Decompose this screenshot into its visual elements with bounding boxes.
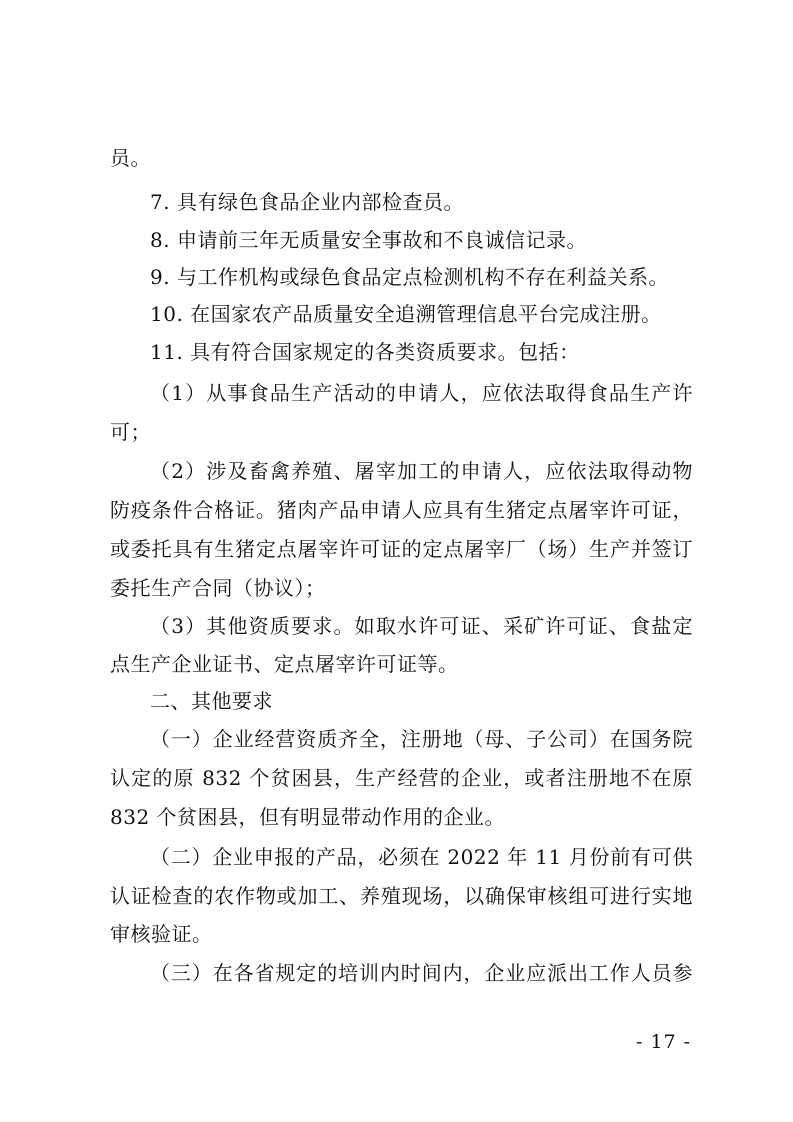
text-line: 9. 与工作机构或绿色食品定点检测机构不存在利益关系。 bbox=[150, 265, 669, 289]
text-line: 10. 在国家农产品质量安全追溯管理信息平台完成注册。 bbox=[150, 302, 662, 326]
text-line: 11. 具有符合国家规定的各类资质要求。包括： bbox=[150, 340, 580, 364]
text-line: （1）从事食品生产活动的申请人，应依法取得食品生产许 bbox=[150, 381, 693, 405]
text-line: 可； bbox=[110, 420, 151, 444]
text-line: （二）企业申报的产品，必须在 2022 年 11 月份前有可供 bbox=[150, 845, 693, 869]
text-line: 审核验证。 bbox=[110, 922, 213, 946]
text-line: （三）在各省规定的培训内时间内，企业应派出工作人员参 bbox=[150, 961, 693, 985]
text-line: 防疫条件合格证。猪肉产品申请人应具有生猪定点屠宰许可证， bbox=[110, 498, 693, 522]
text-line: 或委托具有生猪定点屠宰许可证的定点屠宰厂（场）生产并签订 bbox=[110, 537, 693, 561]
text-line: 832 个贫困县，但有明显带动作用的企业。 bbox=[110, 805, 506, 829]
text-line: 员。 bbox=[110, 146, 151, 170]
text-line: 委托生产合同（协议）； bbox=[110, 576, 326, 600]
section-heading: 二、其他要求 bbox=[150, 689, 273, 713]
text-line: （一）企业经营资质齐全，注册地（母、子公司）在国务院 bbox=[150, 727, 693, 751]
text-line: 点生产企业证书、定点屠宰许可证等。 bbox=[110, 652, 459, 676]
text-line: 认证检查的农作物或加工、养殖现场，以确保审核组可进行实地 bbox=[110, 884, 693, 908]
text-line: （2）涉及畜禽养殖、屠宰加工的申请人，应依法取得动物 bbox=[150, 459, 693, 483]
text-line: 8. 申请前三年无质量安全事故和不良诚信记录。 bbox=[150, 228, 587, 252]
text-line: 7. 具有绿色食品企业内部检查员。 bbox=[150, 190, 464, 214]
text-line: 认定的原 832 个贫困县，生产经营的企业，或者注册地不在原 bbox=[110, 766, 693, 790]
text-line: （3）其他资质要求。如取水许可证、采矿许可证、食盐定 bbox=[150, 614, 693, 638]
page-number: - 17 - bbox=[636, 1031, 692, 1053]
